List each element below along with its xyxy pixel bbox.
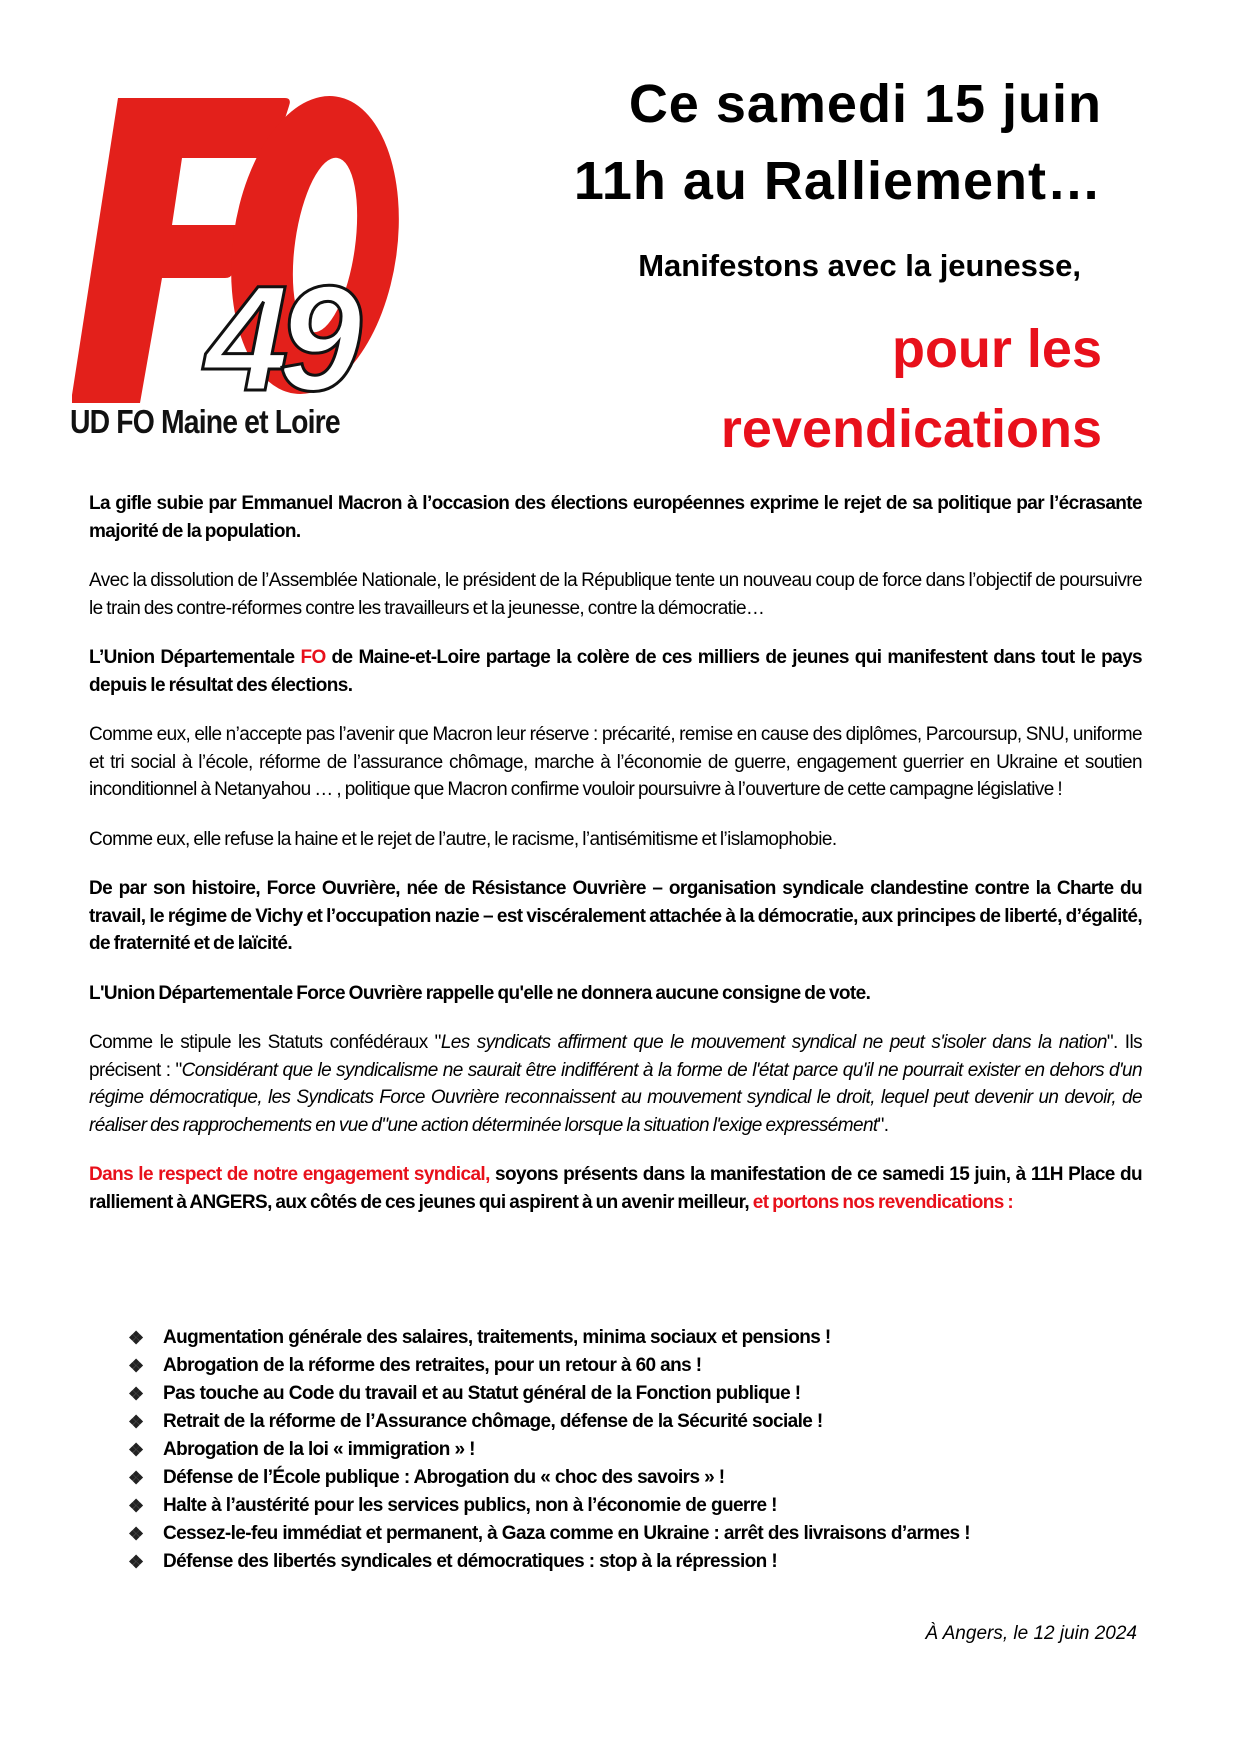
- claim-item: [128, 1464, 970, 1492]
- statute-quote-1: Les syndicats affirment que le mouvement syndical ne peut s'isoler dans la nation: [440, 1032, 1107, 1053]
- paragraph-8: [89, 1029, 1142, 1139]
- claim-text: Halte à l’austérité pour les services publics, non à l’économie de guerre !: [163, 1495, 777, 1516]
- paragraph-6: De par son histoire, Force Ouvrière, née de Résistance Ouvrière – organisation syndicale clandestine contre la Charte du travail, le régime de Vichy et l’occupation nazie – est viscéralement attachée à la démocratie, aux principes de liberté, d’égalité, de fraternité et de laïcité.: [89, 878, 1142, 954]
- call-to-action-red-2: et portons nos revendications :: [752, 1191, 1014, 1213]
- fo49-logo: [70, 95, 400, 445]
- fo-highlight: FO: [300, 647, 326, 668]
- claim-text: Défense de l’École publique : Abrogation du « choc des savoirs » !: [163, 1467, 725, 1488]
- claim-text: Cessez-le-feu immédiat et permanent, à Gaza comme en Ukraine : arrêt des livraisons d’armes !: [163, 1523, 970, 1544]
- claim-text: Pas touche au Code du travail et au Statut général de la Fonction publique !: [163, 1383, 801, 1404]
- diamond-bullet-icon: ❖: [128, 1524, 144, 1544]
- claim-item: [128, 1324, 970, 1352]
- headline-date: Ce samedi 15 juin: [628, 74, 1102, 134]
- paragraph-5: Comme eux, elle refuse la haine et le rejet de l’autre, le racisme, l’antisémitisme et l’islamophobie.: [89, 828, 837, 850]
- headline-subtitle: Manifestons avec la jeunesse,: [638, 248, 1081, 283]
- headline-red-line1: pour les: [891, 319, 1102, 379]
- headline-time-place: 11h au Ralliement…: [573, 151, 1102, 211]
- claim-item: [128, 1520, 970, 1548]
- paragraph-3-text-cont: de Maine-et-Loire partage la colère de ces milliers de jeunes qui manifestent dans tout le pays depuis le résultat des élections.: [89, 647, 1143, 696]
- fo-letters-icon: [70, 95, 400, 405]
- svg-text:49: 49: [205, 254, 352, 405]
- claim-text: Abrogation de la réforme des retraites, pour un retour à 60 ans !: [163, 1355, 702, 1376]
- claim-text: Abrogation de la loi « immigration » !: [163, 1439, 475, 1460]
- headline-red-line2: revendications: [720, 399, 1102, 459]
- paragraph-2: Avec la dissolution de l’Assemblée Nationale, le président de la République tente un nouveau coup de force dans l’objectif de poursuivre le train des contre-réformes contre les travailleurs et la jeunesse, contre la démocratie…: [89, 570, 1142, 619]
- call-to-action-red-1: Dans le respect de notre engagement syndical,: [89, 1164, 490, 1185]
- claim-item: [128, 1408, 970, 1436]
- diamond-bullet-icon: ❖: [128, 1468, 144, 1488]
- diamond-bullet-icon: ❖: [128, 1412, 144, 1432]
- call-to-action-text: soyons présents dans la manifestation de ce samedi 15 juin, à 11H Place du ralliement à ANGERS, aux côtés de ces jeunes qui aspirent à un avenir meilleur,: [89, 1164, 1142, 1213]
- paragraph-7: L'Union Départementale Force Ouvrière rappelle qu'elle ne donnera aucune consigne de vote.: [89, 982, 871, 1004]
- claim-item: [128, 1548, 970, 1576]
- paragraph-3: [89, 644, 1142, 699]
- claim-item: [128, 1380, 970, 1408]
- claim-item: [128, 1436, 970, 1464]
- diamond-bullet-icon: ❖: [128, 1384, 144, 1404]
- claims-list: [128, 1324, 970, 1576]
- claim-text: Augmentation générale des salaires, traitements, minima sociaux et pensions !: [163, 1327, 831, 1348]
- paragraph-1: La gifle subie par Emmanuel Macron à l’occasion des élections européennes exprime le rejet de sa politique par l’écrasante majorité de la population.: [89, 493, 1142, 542]
- paragraph-3-text: L’Union Départementale: [89, 647, 301, 668]
- diamond-bullet-icon: ❖: [128, 1496, 144, 1516]
- claim-item: [128, 1492, 970, 1520]
- paragraph-8-mid: ". Ils précisent : ": [89, 1032, 1142, 1081]
- paragraph-8-intro: Comme le stipule les Statuts confédéraux ": [89, 1032, 441, 1053]
- claim-text: Retrait de la réforme de l’Assurance chômage, défense de la Sécurité sociale !: [163, 1411, 823, 1432]
- logo-caption: UD FO Maine et Loire: [70, 403, 340, 440]
- diamond-bullet-icon: ❖: [128, 1356, 144, 1376]
- diamond-bullet-icon: ❖: [128, 1440, 144, 1460]
- paragraph-4: Comme eux, elle n’accepte pas l’avenir que Macron leur réserve : précarité, remise en cause des diplômes, Parcoursup, SNU, uniforme et tri social à l’école, réforme de l’assurance chômage, marche à l’économie de guerre, engagement guerrier en Ukraine et soutien inconditionnel à Netanyahou … , politique que Macron confirme vouloir poursuivre à l’ouverture de cette campagne législative !: [89, 724, 1142, 800]
- statute-quote-2: Considérant que le syndicalisme ne saurait être indifférent à la forme de l'état parce qu'il ne pourrait exister en dehors d'un régime démocratique, les Syndicats Force Ouvrière reconnaissent au mouvement syndical le droit, lequel peut devenir un devoir, de réaliser des rapprochements en vue d"une action déterminée lorsque la situation l'exige expressément: [89, 1059, 1142, 1136]
- paragraph-8-end: ".: [877, 1114, 889, 1136]
- body-text: [89, 490, 1142, 1238]
- diamond-bullet-icon: ❖: [128, 1552, 144, 1572]
- claim-text: Défense des libertés syndicales et démocratiques : stop à la répression !: [163, 1551, 778, 1572]
- paragraph-9: [89, 1161, 1142, 1216]
- signature-date: À Angers, le 12 juin 2024: [925, 1623, 1137, 1644]
- claim-item: [128, 1352, 970, 1380]
- diamond-bullet-icon: ❖: [128, 1328, 144, 1348]
